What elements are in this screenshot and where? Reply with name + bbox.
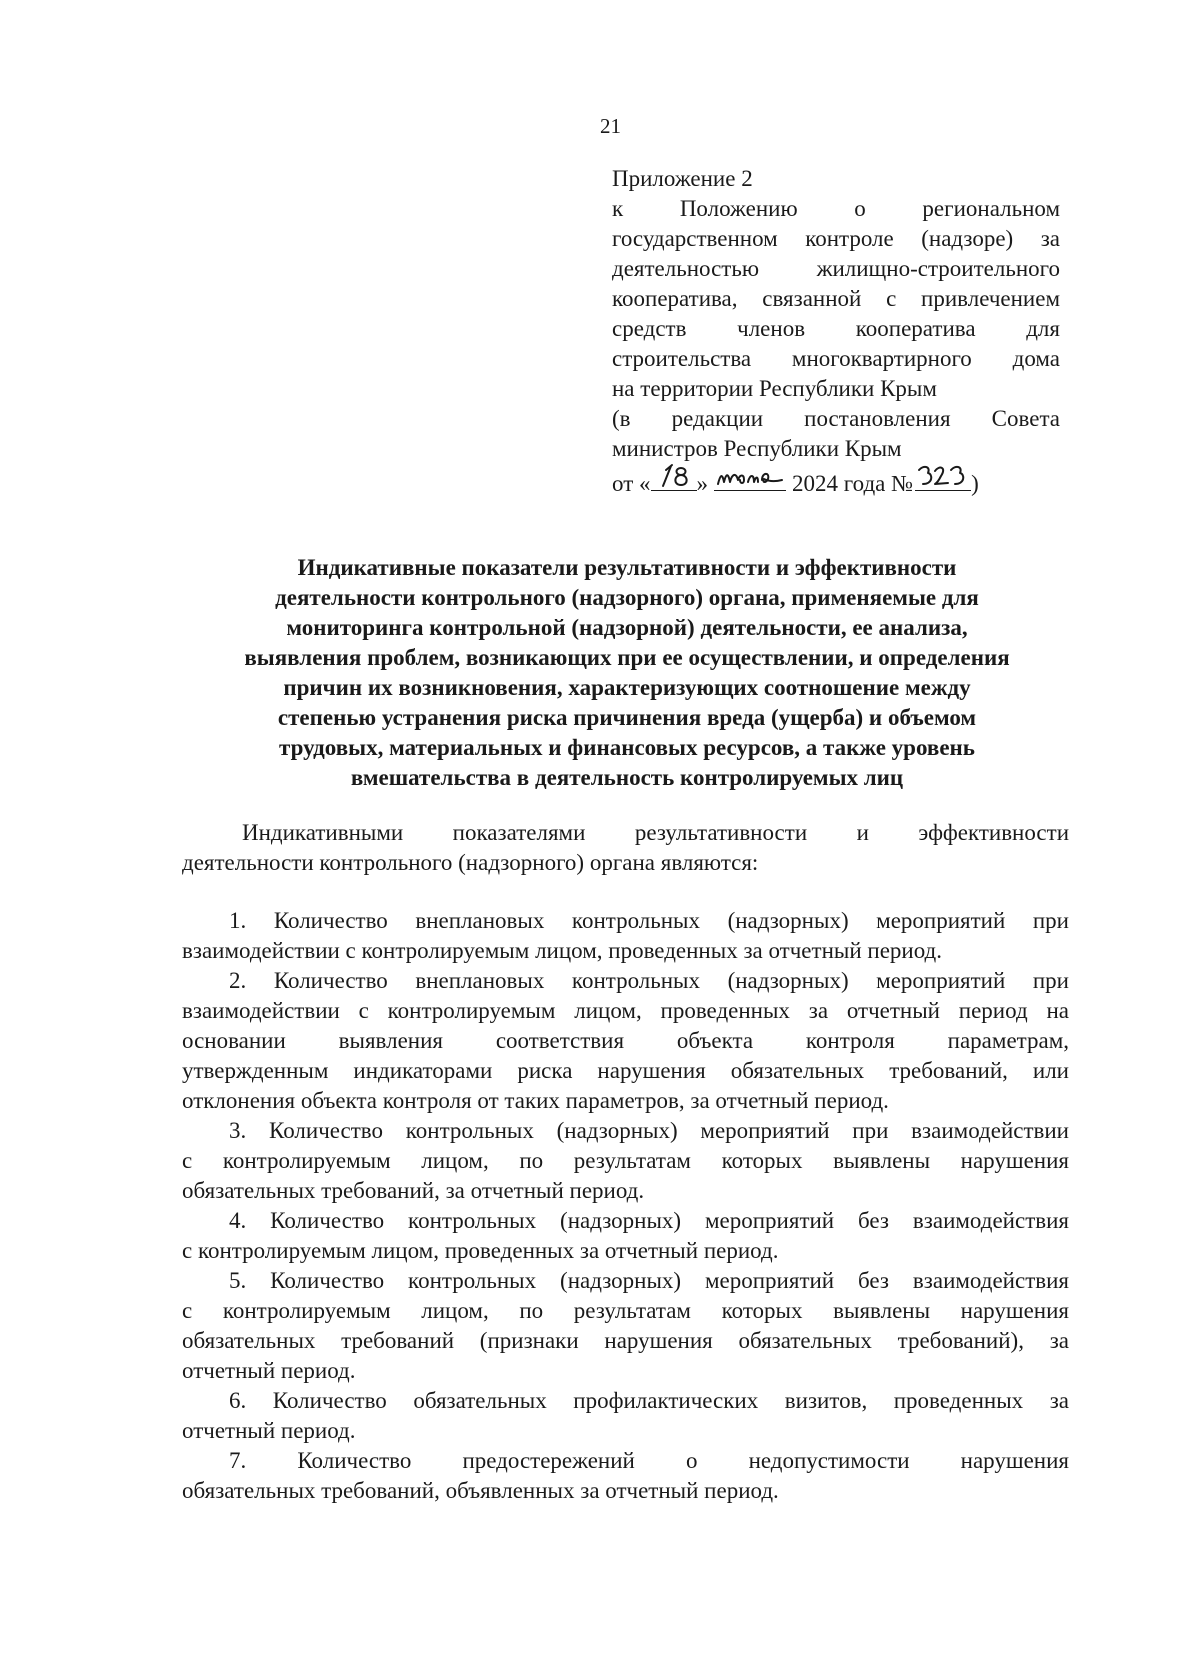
resolution-date-line — [612, 464, 1060, 499]
indicator-item-2 — [182, 966, 1069, 1116]
paragraph-line: обязательных требований, объявленных за отчетный период. — [182, 1478, 779, 1503]
handwritten-number-signature — [915, 462, 971, 490]
paragraph-line: 5. Количество контрольных (надзорных) мероприятий без взаимодействия — [229, 1268, 1069, 1293]
title-line: степенью устранения риска причинения вреда (ущерба) и объемом — [277, 705, 977, 730]
date-suffix: ) — [971, 471, 979, 496]
paragraph-line: 7. Количество предостережений о недопустимости нарушения — [229, 1448, 1069, 1473]
title-line: мониторинга контрольной (надзорной) деятельности, ее анализа, — [286, 615, 968, 640]
paragraph-line: обязательных требований (признаки нарушения обязательных требований), за — [182, 1328, 1069, 1353]
appendix-header — [612, 164, 1060, 499]
handwritten-month-signature — [714, 462, 786, 490]
title-line: вмешательства в деятельность контролируемых лиц — [350, 765, 904, 790]
date-prefix: от « — [612, 471, 651, 496]
appendix-line: строительства многоквартирного дома — [612, 346, 1060, 371]
paragraph-line: 3. Количество контрольных (надзорных) мероприятий при взаимодействии — [229, 1118, 1069, 1143]
handwritten-month-field — [714, 464, 786, 491]
appendix-line: министров Республики Крым — [612, 436, 902, 461]
handwritten-day-field — [651, 464, 697, 491]
page-number: 21 — [600, 114, 621, 138]
indicator-item-4 — [182, 1206, 1069, 1266]
appendix-line: средств членов кооператива для — [612, 316, 1060, 341]
handwritten-day-signature — [651, 462, 697, 490]
paragraph-line: отклонения объекта контроля от таких параметров, за отчетный период. — [182, 1088, 889, 1113]
paragraph-line: отчетный период. — [182, 1358, 356, 1383]
paragraph-line: с контролируемым лицом, проведенных за отчетный период. — [182, 1238, 779, 1263]
paragraph-line: обязательных требований, за отчетный период. — [182, 1178, 645, 1203]
title-line: причин их возникновения, характеризующих соотношение между — [283, 675, 971, 700]
appendix-line: на территории Республики Крым — [612, 376, 937, 401]
date-year: 2024 года № — [792, 471, 914, 496]
appendix-line: (в редакции постановления Совета — [612, 406, 1060, 431]
paragraph-line: 6. Количество обязательных профилактических визитов, проведенных за — [229, 1388, 1069, 1413]
title-line: трудовых, материальных и финансовых ресурсов, а также уровень — [279, 735, 975, 760]
paragraph-line: с контролируемым лицом, по результатам которых выявлены нарушения — [182, 1148, 1069, 1173]
handwritten-number-field — [915, 464, 971, 491]
indicator-item-7 — [182, 1446, 1069, 1506]
paragraph-line: 2. Количество внеплановых контрольных (надзорных) мероприятий при — [229, 968, 1069, 993]
title-line: выявления проблем, возникающих при ее осуществлении, и определения — [244, 645, 1010, 670]
appendix-line: кооператива, связанной с привлечением — [612, 286, 1060, 311]
indicator-item-6 — [182, 1386, 1069, 1446]
title-line: Индикативные показатели результативности и эффективности — [297, 555, 957, 580]
paragraph-line: утвержденным индикаторами риска нарушения обязательных требований, или — [182, 1058, 1069, 1083]
appendix-line: государственном контроле (надзоре) за — [612, 226, 1060, 251]
document-title — [185, 553, 1069, 793]
paragraph-line: взаимодействии с контролируемым лицом, проведенных за отчетный период на — [182, 998, 1069, 1023]
paragraph-line: отчетный период. — [182, 1418, 356, 1443]
appendix-line: деятельностью жилищно-строительного — [612, 256, 1060, 281]
title-line: деятельности контрольного (надзорного) органа, применяемые для — [275, 585, 979, 610]
indicator-item-5 — [182, 1266, 1069, 1386]
paragraph-line: 1. Количество внеплановых контрольных (надзорных) мероприятий при — [229, 908, 1069, 933]
indicator-item-1 — [182, 906, 1069, 966]
appendix-line: Приложение 2 — [612, 166, 753, 191]
indicator-item-3 — [182, 1116, 1069, 1206]
paragraph-line: с контролируемым лицом, по результатам которых выявлены нарушения — [182, 1298, 1069, 1323]
paragraph-line: Индикативными показателями результативности и эффективности — [242, 820, 1069, 845]
appendix-line: к Положению о региональном — [612, 196, 1060, 221]
document-body — [182, 818, 1069, 1506]
paragraph-line: 4. Количество контрольных (надзорных) мероприятий без взаимодействия — [229, 1208, 1069, 1233]
paragraph-line: взаимодействии с контролируемым лицом, проведенных за отчетный период. — [182, 938, 942, 963]
paragraph-line: деятельности контрольного (надзорного) органа являются: — [182, 850, 759, 875]
intro-paragraph — [182, 818, 1069, 878]
date-mid: » — [696, 471, 708, 496]
paragraph-line: основании выявления соответствия объекта контроля параметрам, — [182, 1028, 1069, 1053]
